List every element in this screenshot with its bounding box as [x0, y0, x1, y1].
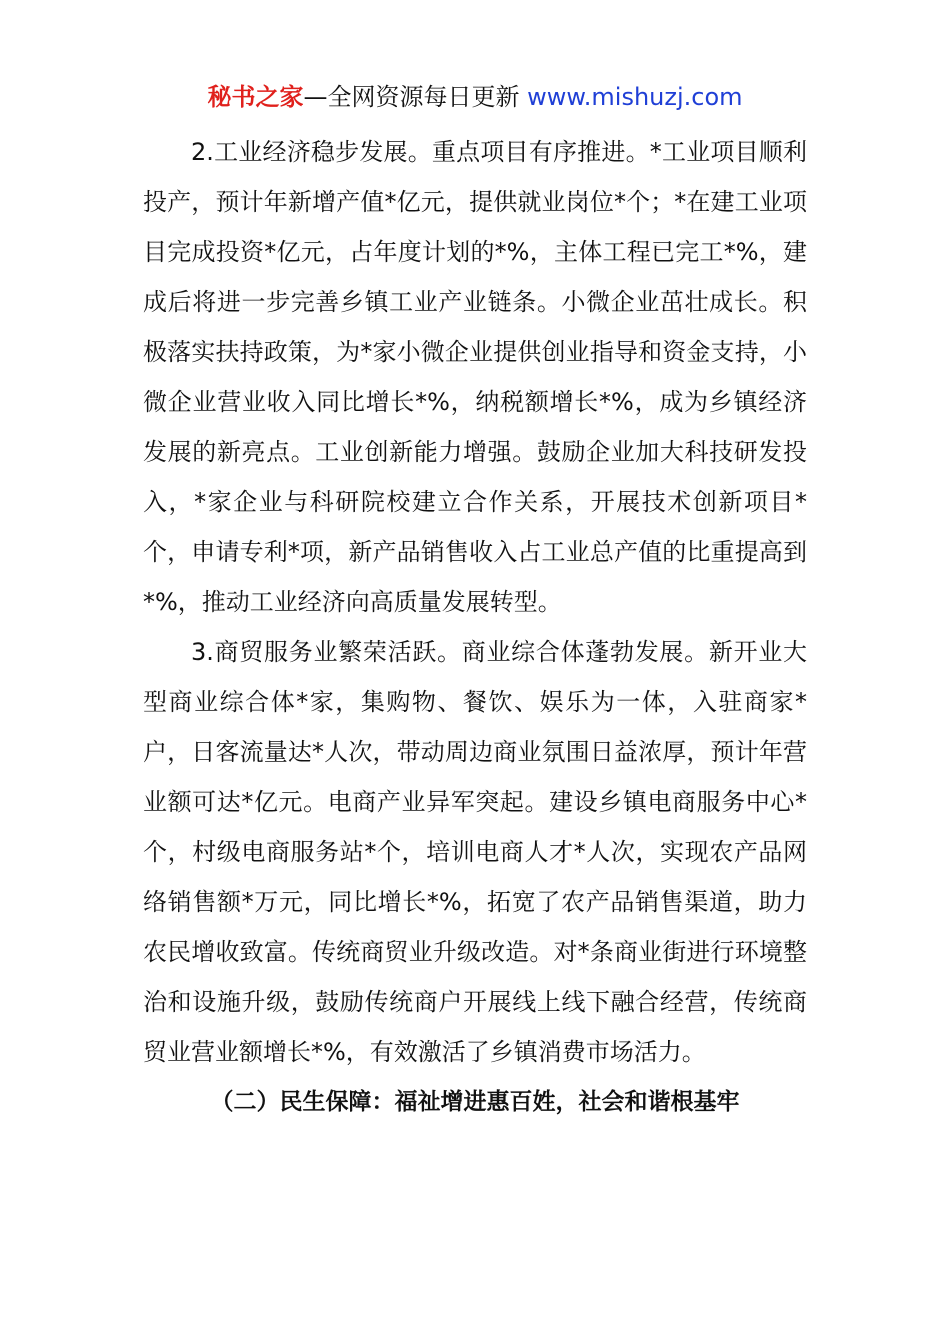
document-body	[143, 127, 807, 1127]
site-url[interactable]: www.mishuzj.com	[527, 83, 743, 111]
paragraph-commerce-services: 3.商贸服务业繁荣活跃。商业综合体蓬勃发展。新开业大型商业综合体*家，集购物、餐饮、娱乐为一体，入驻商家*户，日客流量达*人次，带动周边商业氛围日益浓厚，预计年营业额可达*亿元。电商产业异军突起。建设乡镇电商服务中心*个，村级电商服务站*个，培训电商人才*人次，实现农产品网络销售额*万元，同比增长*%，拓宽了农产品销售渠道，助力农民增收致富。传统商贸业升级改造。对*条商业街进行环境整治和设施升级，鼓励传统商户开展线上线下融合经营，传统商贸业营业额增长*%，有效激活了乡镇消费市场活力。	[143, 638, 807, 1066]
section-heading: （二）民生保障：福祉增进惠百姓，社会和谐根基牢	[210, 1089, 740, 1115]
page-header	[0, 80, 950, 114]
header-tagline: —全网资源每日更新	[303, 83, 528, 111]
brand-name: 秘书之家	[207, 83, 304, 111]
paragraph-industrial-economy: 2.工业经济稳步发展。重点项目有序推进。*工业项目顺利投产，预计年新增产值*亿元，提供就业岗位*个；*在建工业项目完成投资*亿元，占年度计划的*%，主体工程已完工*%，建成后将进一步完善乡镇工业产业链条。小微企业茁壮成长。积极落实扶持政策，为*家小微企业提供创业指导和资金支持，小微企业营业收入同比增长*%，纳税额增长*%，成为乡镇经济发展的新亮点。工业创新能力增强。鼓励企业加大科技研发投入，*家企业与科研院校建立合作关系，开展技术创新项目*个，申请专利*项，新产品销售收入占工业总产值的比重提高到*%，推动工业经济向高质量发展转型。	[143, 138, 807, 616]
